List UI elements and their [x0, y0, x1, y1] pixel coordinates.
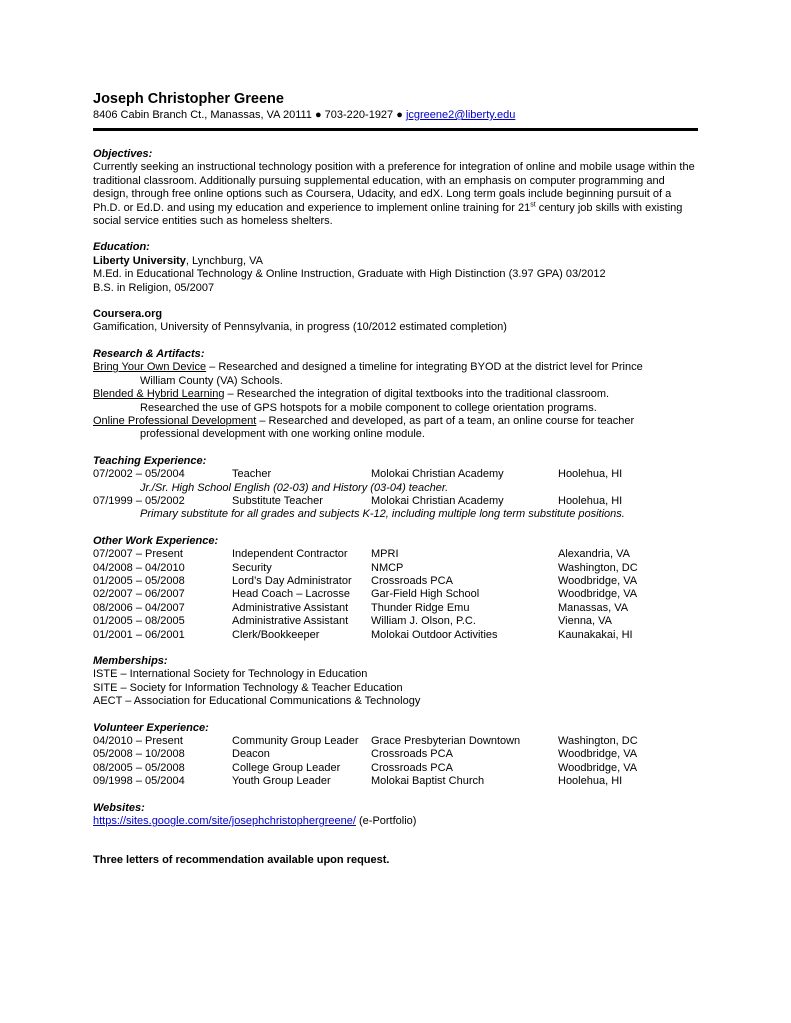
education-heading: Education: [93, 241, 150, 254]
resume-name: Joseph Christopher Greene [93, 91, 284, 107]
work-row: 07/2007 – Present Independent Contractor MPRI Alexandria, VA [93, 548, 630, 561]
education-degree-med: M.Ed. in Educational Technology & Online Instruction, Graduate with High Distinction (3.97 GPA) 03/2012 [93, 268, 606, 281]
website-line: https://sites.google.com/site/josephchristophergreene/ (e-Portfolio) [93, 815, 417, 828]
education-degree-bs: B.S. in Religion, 05/2007 [93, 281, 215, 294]
memberships-heading: Memberships: [93, 655, 168, 667]
research-item: Online Professional Development – Researched and developed, as part of a team, an online course for teacher professional development with one working online module. [93, 414, 635, 441]
work-row: 08/2006 – 04/2007 Administrative Assistant Thunder Ridge Emu Manassas, VA [93, 601, 629, 614]
volunteer-row: 08/2005 – 05/2008 College Group Leader Crossroads PCA Woodbridge, VA [93, 761, 638, 774]
research-link-blended[interactable]: Blended & Hybrid Learning [93, 388, 225, 401]
work-row: 04/2008 – 04/2010 Security NMCP Washington, DC [93, 561, 638, 574]
work-row: 01/2001 – 06/2001 Clerk/Bookkeeper Molokai Outdoor Activities Kaunakakai, HI [93, 628, 633, 641]
research-heading: Research & Artifacts: [93, 347, 205, 360]
recommendation-note: Three letters of recommendation available upon request. [93, 854, 390, 867]
education-school: Liberty University, Lynchburg, VA [93, 254, 263, 267]
volunteer-heading: Volunteer Experience: [93, 721, 209, 734]
volunteer-row: 09/1998 – 05/2004 Youth Group Leader Molokai Baptist Church Hoolehua, HI [93, 775, 623, 788]
research-link-opd[interactable]: Online Professional Development [93, 414, 257, 427]
research-link-byod[interactable]: Bring Your Own Device [93, 361, 207, 374]
objectives-heading: Objectives: [93, 148, 153, 160]
education-school2: Coursera.org [93, 308, 163, 321]
resume-page [93, 90, 699, 868]
membership-item: AECT – Association for Educational Communications & Technology [93, 695, 421, 708]
work-row: 02/2007 – 06/2007 Head Coach – Lacrosse Gar-Field High School Woodbridge, VA [93, 588, 638, 601]
header-divider [93, 128, 698, 131]
volunteer-row: 05/2008 – 10/2008 Deacon Crossroads PCA Woodbridge, VA [93, 748, 638, 761]
portfolio-link[interactable]: https://sites.google.com/site/josephchristophergreene/ [93, 815, 356, 828]
contact-address: 8406 Cabin Branch Ct., Manassas, VA 20111 ● 703-220-1927 ● [93, 109, 406, 121]
research-item: Bring Your Own Device – Researched and designed a timeline for integrating BYOD at the district level for Prince William County (VA) Schools. [93, 361, 643, 387]
teaching-heading: Teaching Experience: [93, 454, 207, 467]
work-row: 01/2005 – 05/2008 Lord’s Day Administrator Crossroads PCA Woodbridge, VA [93, 574, 638, 587]
contact-line [93, 108, 699, 122]
volunteer-row: 04/2010 – Present Community Group Leader Grace Presbyterian Downtown Washington, DC [93, 735, 638, 748]
work-heading: Other Work Experience: [93, 534, 219, 547]
work-row: 01/2005 – 08/2005 Administrative Assistant William J. Olson, P.C. Vienna, VA [93, 615, 613, 628]
membership-item: SITE – Society for Information Technology & Teacher Education [93, 681, 403, 694]
education-course: Gamification, University of Pennsylvania, in progress (10/2012 estimated completion) [93, 321, 507, 334]
teaching-entry: 07/2002 – 05/2004 Teacher Molokai Christian Academy Hoolehua, HI Jr./Sr. High School English (02-03) and History (03-04) teacher. [93, 468, 623, 494]
websites-heading: Websites: [93, 801, 145, 814]
email-link[interactable]: jcgreene2@liberty.edu [405, 109, 516, 121]
research-item: Blended & Hybrid Learning – Researched the integration of digital textbooks into the traditional classroom. Researched the use of GPS hotspots for a mobile component to college orientation programs. [93, 388, 610, 414]
teaching-entry: 07/1999 – 05/2002 Substitute Teacher Molokai Christian Academy Hoolehua, HI Primary substitute for all grades and subjects K-12, including multiple long term substitute positions. [93, 494, 625, 521]
objectives-text: Currently seeking an instructional technology position with a preference for integration of online and mobile usage within the traditional classroom. Additionally pursuing supplemental education, with an emphasis on computer programming and design, through free online options such as Coursera, Udacity, and edX. Long term goals include beginning pursuit of a Ph.D. or Ed.D. and using my education and experience to implement online training for 21st century job skills with existing social service entities such as homeless shelters. [93, 161, 695, 228]
membership-item: ISTE – International Society for Technology in Education [93, 668, 368, 681]
